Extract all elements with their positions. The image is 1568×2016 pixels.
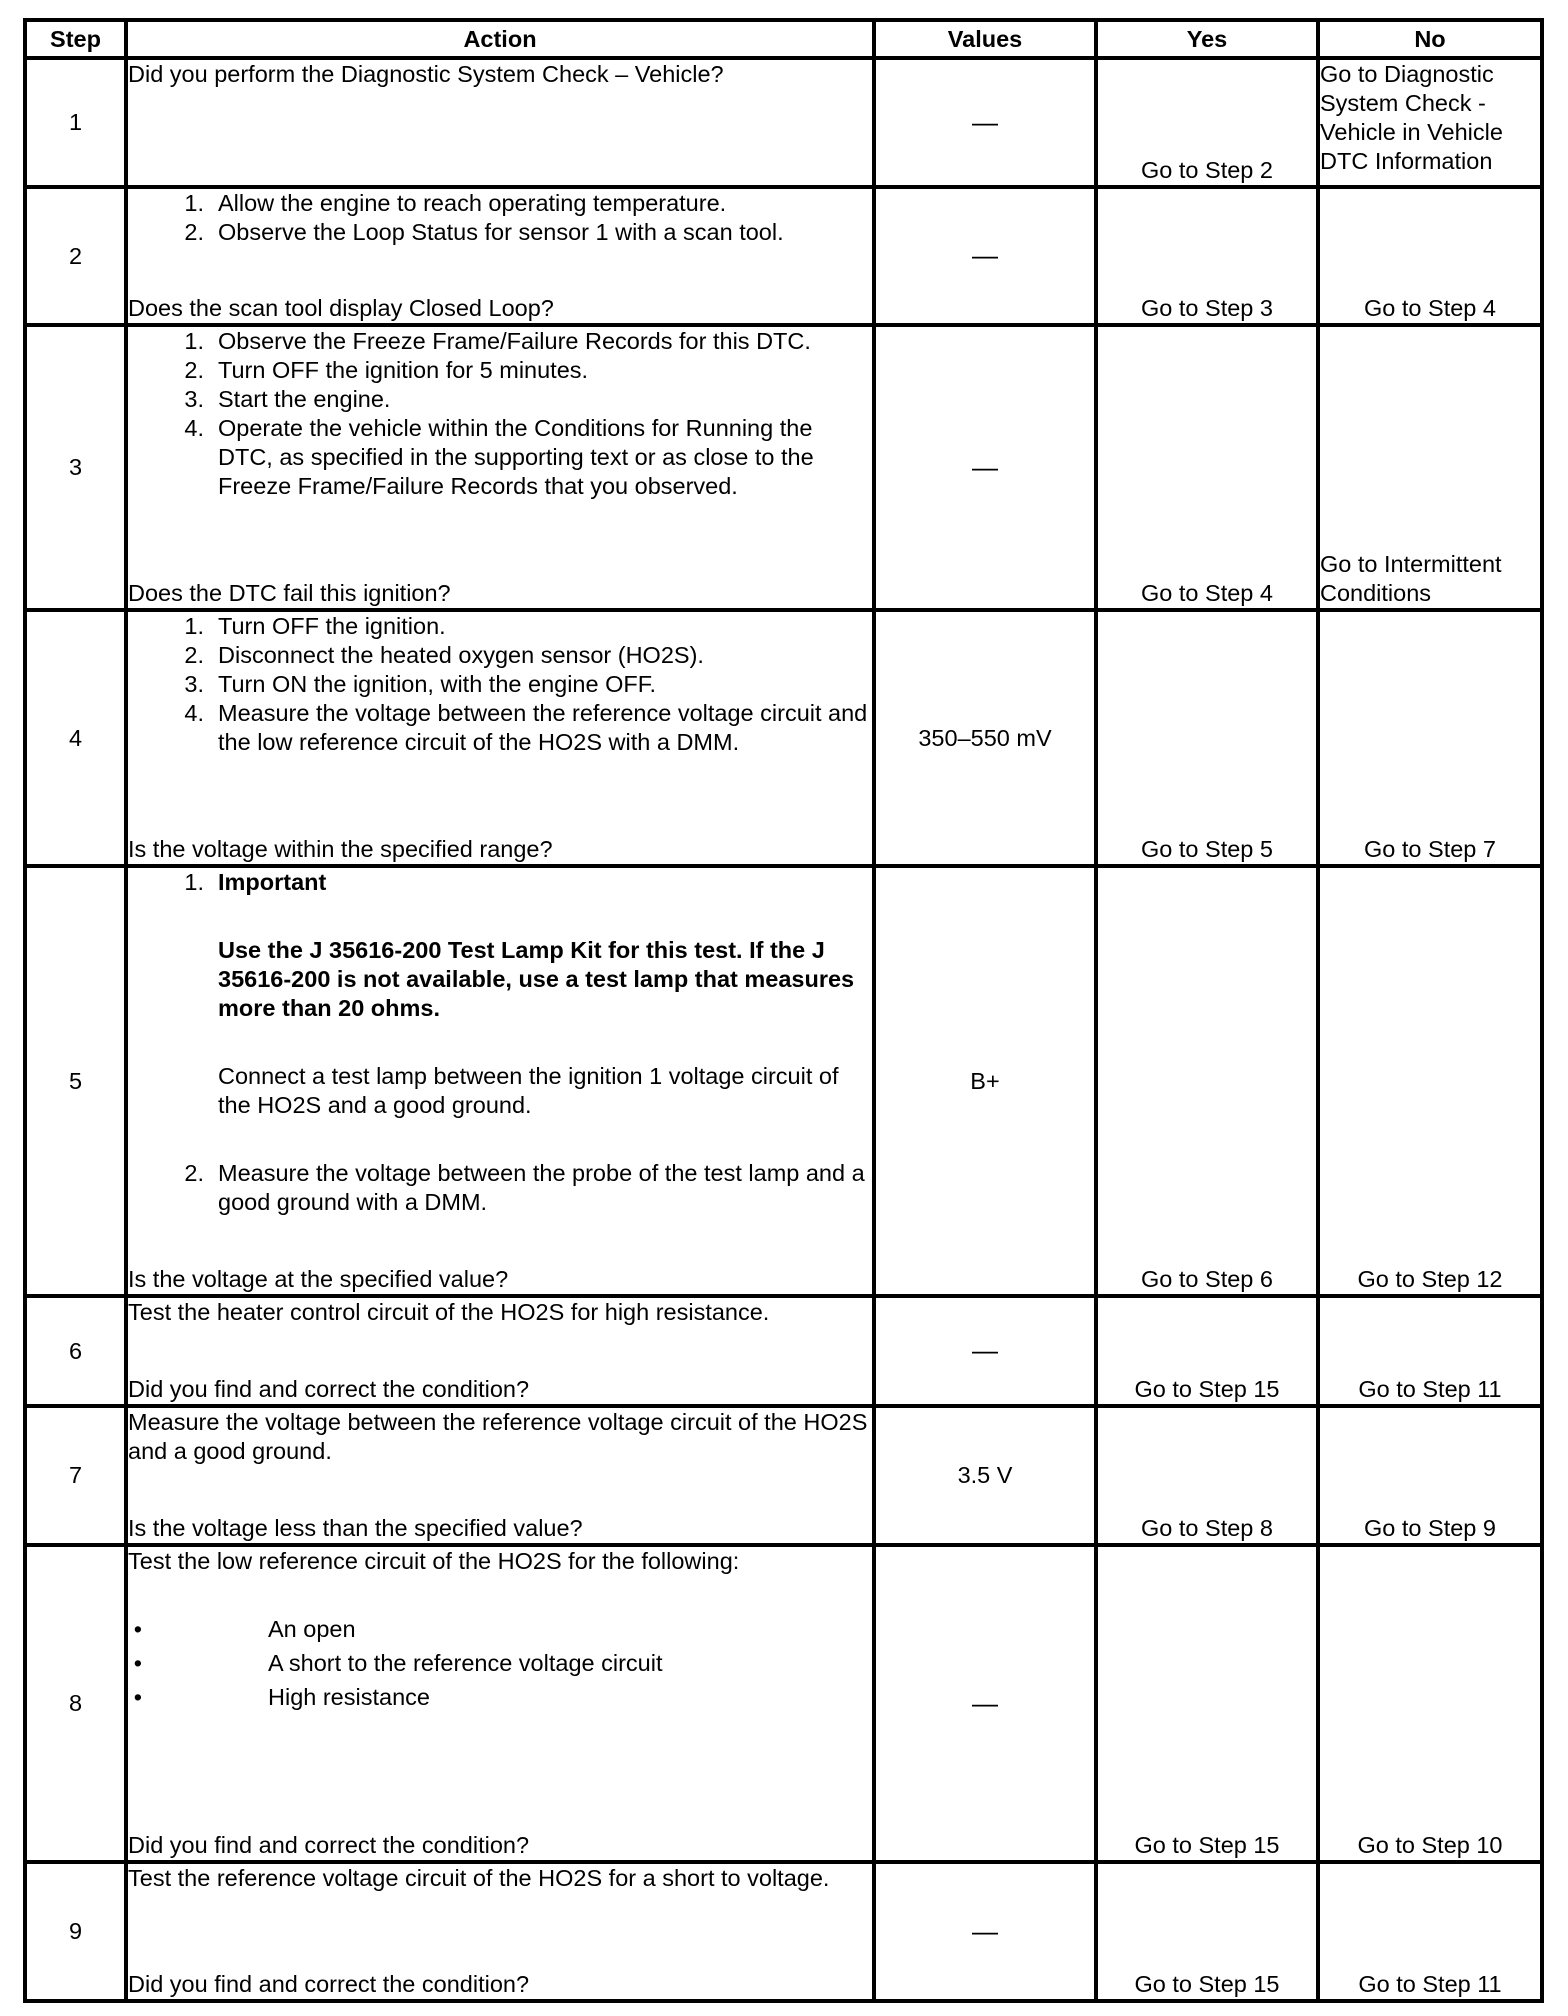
action-cell: [126, 1862, 874, 2001]
list-item: 3. Start the engine.: [184, 386, 391, 412]
header-yes: Yes: [1096, 20, 1318, 58]
step-number: 9: [25, 1862, 126, 2001]
important-note: Use the J 35616-200 Test Lamp Kit for this test. If the J 35616-200 is not available, use a test lamp that measures more than 20 ohms.: [218, 937, 855, 1021]
value-cell: [874, 610, 1096, 866]
action-cell: [126, 1296, 874, 1406]
no-cell: [1318, 1862, 1542, 2001]
list-item: • An open: [128, 1615, 872, 1644]
step-number: 6: [25, 1296, 126, 1406]
value-text: 3.5 V: [957, 1462, 1013, 1488]
yes-link[interactable]: Go to Step 8: [1141, 1515, 1273, 1541]
table-row-step-2: [25, 187, 1542, 325]
header-row: [25, 20, 1542, 58]
value-cell: [874, 1862, 1096, 2001]
table-row-step-7: [25, 1406, 1542, 1545]
table-row-step-5: [25, 866, 1542, 1296]
yes-cell: [1096, 1406, 1318, 1545]
yes-cell: [1096, 1545, 1318, 1862]
no-link[interactable]: Go to Diagnostic System Check - Vehicle in Vehicle DTC Information: [1320, 61, 1503, 174]
action-cell: [126, 187, 874, 325]
no-link[interactable]: Go to Step 4: [1364, 295, 1496, 321]
bullet-icon: •: [133, 1650, 142, 1676]
value-text: —: [972, 1687, 998, 1718]
value-text: B+: [970, 1067, 1000, 1094]
yes-link[interactable]: Go to Step 5: [1141, 836, 1273, 862]
no-cell: [1318, 1296, 1542, 1406]
list-item: 4. Operate the vehicle within the Conditions for Running the DTC, as specified in the supporting text or as close to the Freeze Frame/Failure Records that you observed.: [184, 415, 814, 499]
bullet-icon: •: [133, 1616, 142, 1642]
value-cell: [874, 58, 1096, 187]
list-item: 3. Turn ON the ignition, with the engine OFF.: [184, 671, 657, 697]
yes-link[interactable]: Go to Step 6: [1141, 1266, 1273, 1292]
table-row-step-3: [25, 325, 1542, 610]
no-cell: [1318, 1545, 1542, 1862]
no-link[interactable]: Go to Intermittent Conditions: [1320, 551, 1502, 606]
step-number: 3: [25, 325, 126, 610]
action-cell: [126, 866, 874, 1296]
no-cell: [1318, 866, 1542, 1296]
no-link[interactable]: Go to Step 7: [1364, 836, 1496, 862]
action-text: Test the low reference circuit of the HO2S for the following:: [128, 1548, 740, 1574]
header-values: Values: [874, 20, 1096, 58]
step-number: 5: [25, 866, 126, 1296]
yes-link[interactable]: Go to Step 15: [1134, 1971, 1280, 1997]
question-text: Did you find and correct the condition?: [128, 1376, 530, 1402]
action-cell: [126, 1406, 874, 1545]
list-item: • A short to the reference voltage circuit: [128, 1649, 872, 1678]
value-text: —: [972, 240, 998, 270]
yes-link[interactable]: Go to Step 15: [1134, 1832, 1280, 1858]
no-link[interactable]: Go to Step 11: [1358, 1376, 1502, 1402]
yes-cell: [1096, 325, 1318, 610]
table-row-step-1: [25, 58, 1542, 187]
list-item: 1. Observe the Freeze Frame/Failure Records for this DTC.: [184, 328, 811, 354]
no-cell: [1318, 1406, 1542, 1545]
header-step: Step: [25, 20, 126, 58]
value-cell: [874, 325, 1096, 610]
value-text: 350–550 mV: [918, 724, 1052, 751]
question-text: Did you find and correct the condition?: [128, 1971, 530, 1997]
no-cell: [1318, 187, 1542, 325]
value-text: —: [972, 1335, 998, 1365]
yes-link[interactable]: Go to Step 4: [1141, 580, 1273, 606]
no-link[interactable]: Go to Step 9: [1364, 1515, 1496, 1541]
question-text: Is the voltage within the specified range?: [128, 836, 553, 862]
yes-link[interactable]: Go to Step 2: [1141, 157, 1273, 183]
question-text: Did you find and correct the condition?: [128, 1832, 530, 1858]
action-text: Test the reference voltage circuit of the HO2S for a short to voltage.: [128, 1865, 830, 1891]
yes-link[interactable]: Go to Step 15: [1134, 1376, 1280, 1402]
no-cell: [1318, 325, 1542, 610]
list-item: 1. Turn OFF the ignition.: [184, 613, 446, 639]
table-row-step-6: [25, 1296, 1542, 1406]
list-item: 2. Disconnect the heated oxygen sensor (HO2S).: [184, 642, 704, 668]
no-link[interactable]: Go to Step 11: [1358, 1971, 1502, 1997]
action-cell: [126, 610, 874, 866]
bullet-list: [128, 1615, 872, 1717]
list-item: 2. Turn OFF the ignition for 5 minutes.: [184, 357, 589, 383]
step-text: Connect a test lamp between the ignition 1 voltage circuit of the HO2S and a good ground.: [218, 1063, 839, 1118]
value-cell: [874, 187, 1096, 325]
step-number: 2: [25, 187, 126, 325]
value-cell: [874, 866, 1096, 1296]
table-row-step-9: [25, 1862, 1542, 2001]
action-text: Did you perform the Diagnostic System Check – Vehicle?: [128, 61, 724, 87]
no-link[interactable]: Go to Step 10: [1357, 1832, 1503, 1858]
step-number: 4: [25, 610, 126, 866]
yes-cell: [1096, 866, 1318, 1296]
action-text: Measure the voltage between the reference voltage circuit of the HO2S and a good ground.: [128, 1409, 868, 1464]
list-item: 2. Observe the Loop Status for sensor 1 with a scan tool.: [184, 219, 784, 245]
step-number: 8: [25, 1545, 126, 1862]
list-item: 1. Important Use the J 35616-200 Test Lamp Kit for this test. If the J 35616-200 is not available, use a test lamp that measures more than 20 ohms. Connect a test lamp between the ignition 1 voltage circuit of the HO2S and a good ground.: [128, 868, 872, 1120]
yes-cell: [1096, 58, 1318, 187]
yes-cell: [1096, 187, 1318, 325]
value-text: —: [972, 451, 998, 482]
no-link[interactable]: Go to Step 12: [1357, 1266, 1503, 1292]
yes-cell: [1096, 610, 1318, 866]
list-item: 4. Measure the voltage between the reference voltage circuit and the low reference circuit of the HO2S with a DMM.: [184, 700, 868, 755]
diagnostic-table: [23, 18, 1544, 2003]
table-row-step-4: [25, 610, 1542, 866]
value-cell: [874, 1406, 1096, 1545]
question-text: Does the DTC fail this ignition?: [128, 580, 451, 606]
list-item: 2. Measure the voltage between the probe of the test lamp and a good ground with a DMM.: [184, 1160, 865, 1215]
no-cell: [1318, 610, 1542, 866]
action-cell: [126, 325, 874, 610]
action-text: Test the heater control circuit of the HO2S for high resistance.: [128, 1299, 770, 1325]
action-cell: [126, 58, 874, 187]
table-row-step-8: [25, 1545, 1542, 1862]
value-cell: [874, 1545, 1096, 1862]
action-cell: [126, 1545, 874, 1862]
yes-cell: [1096, 1862, 1318, 2001]
list-item: • High resistance: [128, 1683, 872, 1712]
list-item: 1. Allow the engine to reach operating temperature.: [184, 190, 727, 216]
question-text: Does the scan tool display Closed Loop?: [128, 295, 554, 321]
yes-link[interactable]: Go to Step 3: [1141, 295, 1273, 321]
bullet-icon: •: [133, 1684, 142, 1710]
header-no: No: [1318, 20, 1542, 58]
yes-cell: [1096, 1296, 1318, 1406]
step-number: 1: [25, 58, 126, 187]
no-cell: [1318, 58, 1542, 187]
value-cell: [874, 1296, 1096, 1406]
value-text: —: [972, 106, 998, 137]
question-text: Is the voltage less than the specified value?: [128, 1515, 583, 1541]
value-text: —: [972, 1915, 998, 1946]
step-number: 7: [25, 1406, 126, 1545]
important-label: Important: [218, 869, 327, 895]
header-action: Action: [126, 20, 874, 58]
question-text: Is the voltage at the specified value?: [128, 1266, 509, 1292]
